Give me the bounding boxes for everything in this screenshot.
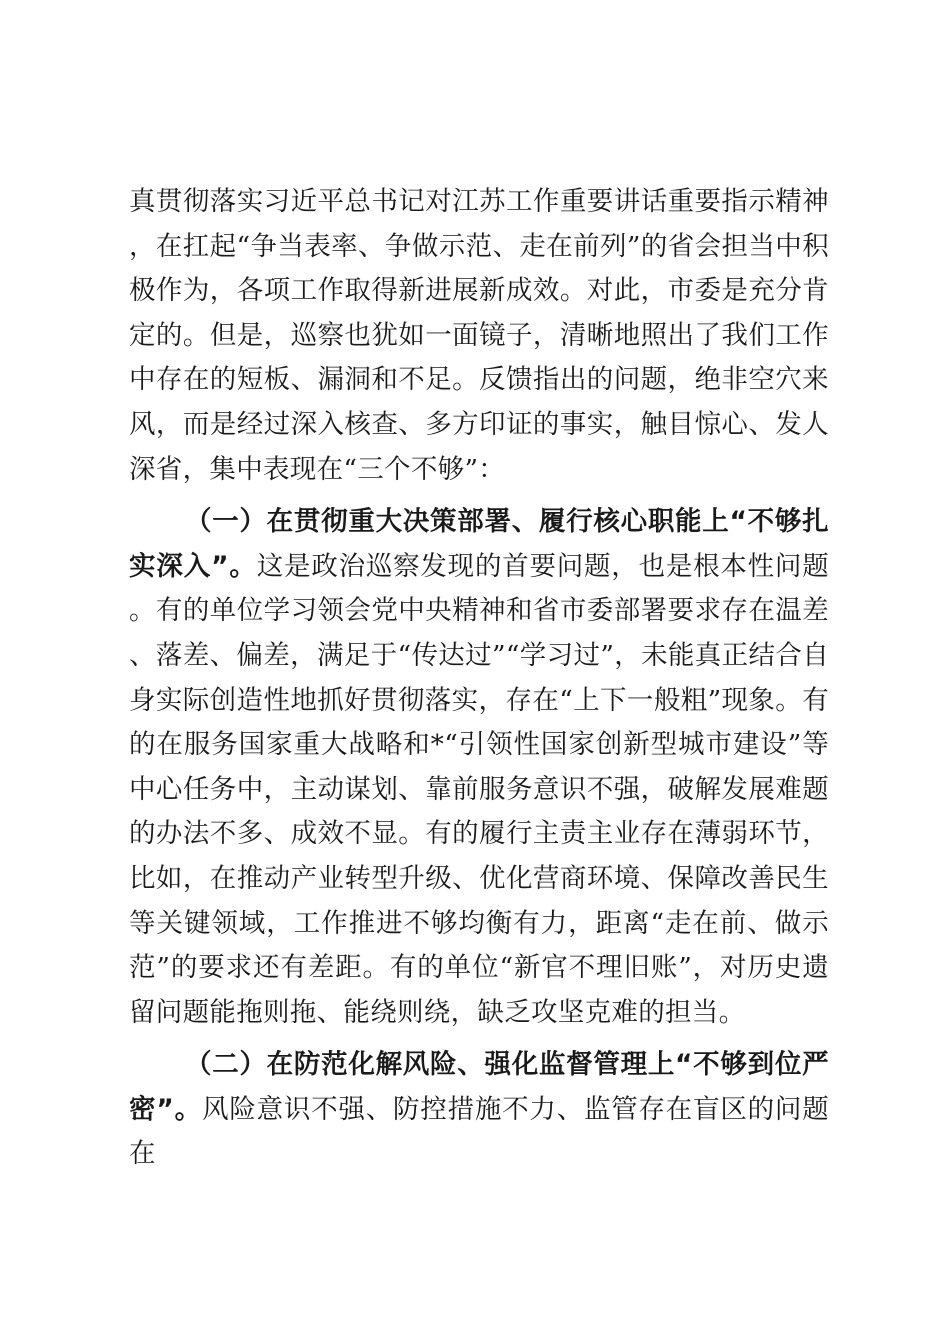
intro-paragraph-text: 真贯彻落实习近平总书记对江苏工作重要讲话重要指示精神，在扛起“争当表率、争做示范、走在前列”的省会担当中积极作为，各项工作取得新进展新成效。对此，市委是充分肯定的。但是，巡察也犹如一面镜子，清晰地照出了我们工作中存在的短板、漏洞和不足。反馈指出的问题，绝非空穴来风，而是经过深入核查、多方印证的事实，触目惊心、发人深省，集中表现在“三个不够”： xyxy=(129,186,829,485)
intro-paragraph xyxy=(129,180,829,492)
section-one-paragraph xyxy=(129,500,829,1035)
section-two-heading: （二）在防范化解风险、强化监督管理上“不够到位严密”。 xyxy=(129,1049,829,1125)
section-one-text: 这是政治巡察发现的首要问题，也是根本性问题。有的单位学习领会党中央精神和省市委部署要求存在温差、落差、偏差，满足于“传达过”“学习过”，未能真正结合自身实际创造性地抓好贯彻落实，存在“上下一般粗”现象。有的在服务国家重大战略和*“引领性国家创新型城市建设”等中心任务中，主动谋划、靠前服务意识不强，破解发展难题的办法不多、成效不显。有的履行主责主业存在薄弱环节，比如，在推动产业转型升级、优化营商环境、保障改善民生等关键领域，工作推进不够均衡有力，距离“走在前、做示范”的要求还有差距。有的单位“新官不理旧账”，对历史遗留问题能拖则拖、能绕则绕，缺乏攻坚克难的担当。 xyxy=(129,550,829,1028)
section-two-text: 风险意识不强、防控措施不力、监管存在盲区的问题在 xyxy=(129,1093,829,1170)
section-one-heading: （一）在贯彻重大决策部署、履行核心职能上“不够扎实深入”。 xyxy=(129,506,829,582)
section-two-paragraph xyxy=(129,1043,829,1177)
document-body xyxy=(129,180,829,1177)
